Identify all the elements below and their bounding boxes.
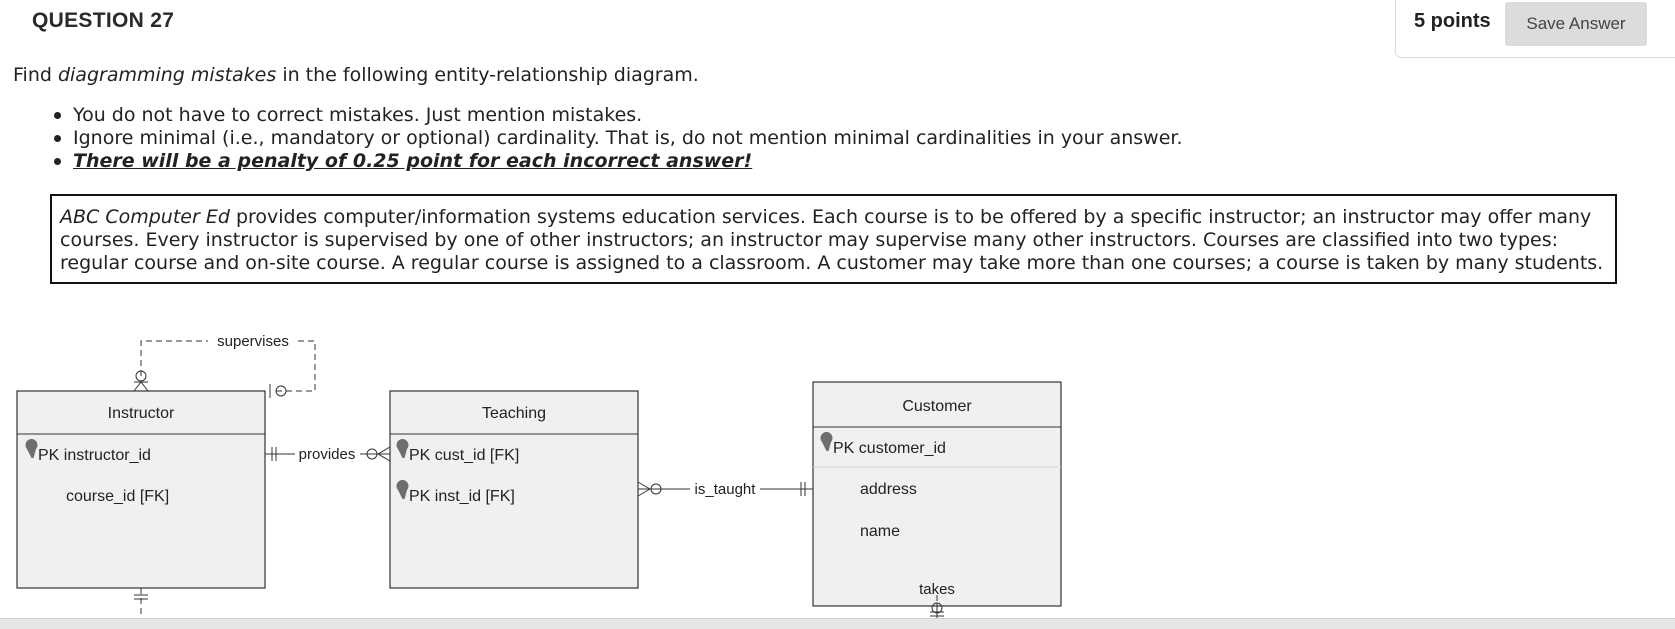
label-provides: provides [298, 446, 356, 463]
entity-title-teaching: Teaching [481, 405, 547, 422]
instruction-item: Ignore minimal (i.e., mandatory or optional) cardinality. That is, do not mention minimal cardinalities in your answer. [73, 127, 1183, 149]
customer-attr-pk: PK customer_id [833, 440, 946, 457]
instruction-list [73, 104, 1183, 173]
scenario-text: provides computer/information systems education services. Each course is to be offered by a specific instructor; an instructor may offer many courses. Every instructor is supervised by one of other instructors; an instructor may supervise many other instructors. Courses are classified into two types: regular course and on-site course. A regular course is assigned to a classroom. A customer may take more than one courses; a course is taken by many students. [60, 206, 1604, 274]
question-intro [13, 62, 699, 88]
takes-connector [925, 595, 949, 618]
company-name: ABC Computer Ed [60, 206, 230, 228]
penalty-warning: There will be a penalty of 0.25 point for each incorrect answer! [73, 150, 753, 172]
entity-title-customer: Customer [902, 398, 972, 415]
customer-attr-name: name [860, 523, 901, 540]
page-bottom-bar [0, 618, 1675, 629]
intro-text-after: in the following entity-relationship diagram. [276, 64, 699, 86]
teaching-attr-inst: PK inst_id [FK] [409, 488, 515, 505]
entity-teaching [390, 391, 638, 588]
entity-title-instructor: Instructor [107, 405, 175, 422]
instruction-item [73, 150, 1183, 173]
entity-customer [813, 382, 1061, 606]
label-supervises: supervises [217, 333, 289, 350]
er-diagram [0, 320, 1675, 618]
intro-emphasis: diagramming mistakes [57, 64, 277, 86]
teaching-attr-cust: PK cust_id [FK] [409, 447, 520, 464]
instructor-attr-pk: PK instructor_id [38, 447, 151, 464]
entity-instructor [17, 391, 265, 588]
instructor-attr-fk: course_id [FK] [66, 488, 170, 505]
instruction-item: You do not have to correct mistakes. Just mention mistakes. [73, 104, 1183, 127]
points-label: 5 points [1414, 10, 1491, 32]
label-takes: takes [919, 581, 955, 598]
scenario-box [50, 194, 1617, 284]
customer-attr-address: address [860, 481, 917, 498]
question-title: QUESTION 27 [32, 9, 175, 32]
relationship-instructor-down [134, 588, 148, 618]
intro-text-before: Find [13, 64, 58, 86]
save-answer-button[interactable]: Save Answer [1505, 2, 1647, 46]
label-is-taught: is_taught [694, 481, 756, 498]
